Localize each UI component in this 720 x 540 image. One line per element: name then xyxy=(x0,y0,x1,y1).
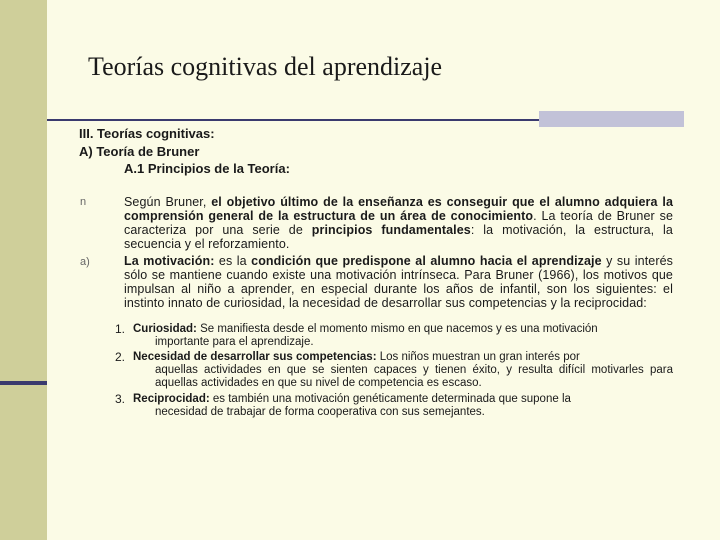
bruner-intro-paragraph: Según Bruner, el objetivo último de la enseñanza es conseguir que el alumno adquiera la comprensión general de la estructura de un área de conocimiento. La teoría de Bruner se caracteriza por una serie de principios fundamentales: la motivación, la estructura, la secuencia y el reforzamiento. xyxy=(124,195,673,251)
item-number: 2. xyxy=(115,350,126,364)
motive-item-reciprocity: Reciprocidad: es también una motivación genéticamente determinada que supone la necesidad de trabajar de forma cooperativa con sus semejantes. xyxy=(133,393,571,418)
motive-item-curiosity: Curiosidad: Se manifiesta desde el momento mismo en que nacemos y es una motivación importante para el aprendizaje. xyxy=(133,323,598,348)
title-accent-block xyxy=(539,111,684,127)
motivation-paragraph: La motivación: es la condición que predispone al alumno hacia el aprendizaje y su interés sólo se mantiene cuando existe una motivación intrínseca. Para Bruner (1966), los motivos que impulsan al niño a aprender, en especial durante los años de infantil, son los siguientes: el instinto innato de curiosidad, la necesidad de desarrollar sus competencias y la reciprocidad: xyxy=(124,254,673,310)
list-marker-a: a) xyxy=(80,256,90,268)
left-accent-line xyxy=(0,381,47,385)
item-number: 1. xyxy=(115,322,126,336)
item-number: 3. xyxy=(115,392,126,406)
section-heading: III. Teorías cognitivas: xyxy=(79,126,215,141)
slide-title: Teorías cognitivas del aprendizaje xyxy=(88,52,443,81)
motive-item-competence: Necesidad de desarrollar sus competencias: Los niños muestran un gran interés por aquellas actividades en que se sienten capaces y tienen éxito, y resulta difícil motivarles para aquellas actividades en que su nivel de competencia es escaso. xyxy=(133,351,673,389)
bullet-marker: n xyxy=(80,196,87,208)
left-decorative-bar xyxy=(0,0,47,540)
principles-heading: A.1 Principios de la Teoría: xyxy=(124,161,290,176)
title-divider xyxy=(47,119,539,121)
subsection-heading: A) Teoría de Bruner xyxy=(79,144,200,159)
